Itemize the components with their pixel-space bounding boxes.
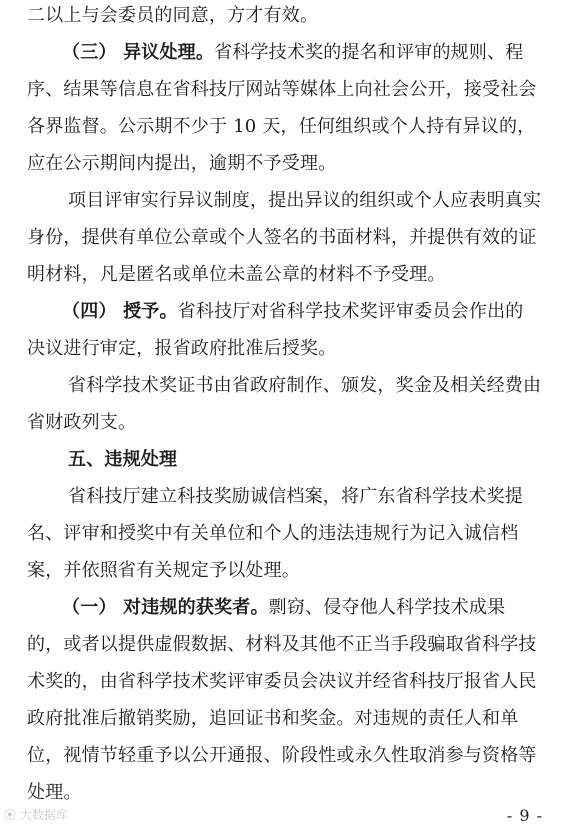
paragraph-line: 序、结果等信息在省科技厅网站等媒体上向社会公开，接受社会 xyxy=(27,79,537,100)
paragraph-line: 政府批准后撤销奖励，追回证书和奖金。对违规的责任人和单 xyxy=(27,708,519,729)
section-lead: （三） 异议处理。 xyxy=(62,42,215,63)
paragraph-line: 项目评审实行异议制度，提出异议的组织或个人应表明真实 xyxy=(68,190,542,211)
chapter-heading: 五、违规处理 xyxy=(68,449,178,470)
paragraph-line: 处理。 xyxy=(27,782,82,803)
watermark: ⦿ 大数据库 xyxy=(4,808,68,822)
section-heading-line: （三） 异议处理。省科学技术奖的提名和评审的规则、程 xyxy=(62,42,524,63)
paragraph-line: 决议进行审定，报省政府批准后授奖。 xyxy=(27,338,337,359)
paragraph-line: 的，或者以提供虚假数据、材料及其他不正当手段骗取省科学技 xyxy=(27,634,537,655)
paragraph-line: 各界监督。公示期不少于 10 天，任何组织或个人持有异议的， xyxy=(27,116,536,137)
paragraph-line: 位，视情节轻重予以公开通报、阶段性或永久性取消参与资格等 xyxy=(27,745,537,766)
section-lead: （一） 对违规的获奖者。 xyxy=(62,597,269,618)
paragraph-line: 术奖的，由省科学技术奖评审委员会决议并经省科技厅报省人民 xyxy=(27,671,537,692)
section-heading-line: （一） 对违规的获奖者。剽窃、侵夺他人科学技术成果 xyxy=(62,597,506,618)
paragraph-line: 身份，提供有单位公章或个人签名的书面材料，并提供有效的证 xyxy=(27,227,537,248)
page-number: - 9 - xyxy=(506,806,543,825)
paragraph-line: 应在公示期间内提出，逾期不予受理。 xyxy=(27,153,337,174)
paragraph-line: 明材料，凡是匿名或单位未盖公章的材料不予受理。 xyxy=(27,264,446,285)
paragraph-line: 省科学技术奖证书由省政府制作、颁发，奖金及相关经费由 xyxy=(68,375,542,396)
paragraph-line: 二以上与会委员的同意，方才有效。 xyxy=(27,5,319,26)
paragraph-line: 省科技厅建立科技奖励诚信档案，将广东省科学技术奖提 xyxy=(68,486,523,507)
paragraph-line: 省财政列支。 xyxy=(27,412,137,433)
paragraph-line: 案，并依照省有关规定予以处理。 xyxy=(27,560,300,581)
paragraph-line: 名、评审和授奖中有关单位和个人的违法违规行为记入诚信档 xyxy=(27,523,519,544)
watermark-icon: ⦿ xyxy=(4,808,20,822)
section-lead: （四） 授予。 xyxy=(62,301,178,322)
section-heading-line: （四） 授予。省科技厅对省科学技术奖评审委员会作出的 xyxy=(62,301,524,322)
